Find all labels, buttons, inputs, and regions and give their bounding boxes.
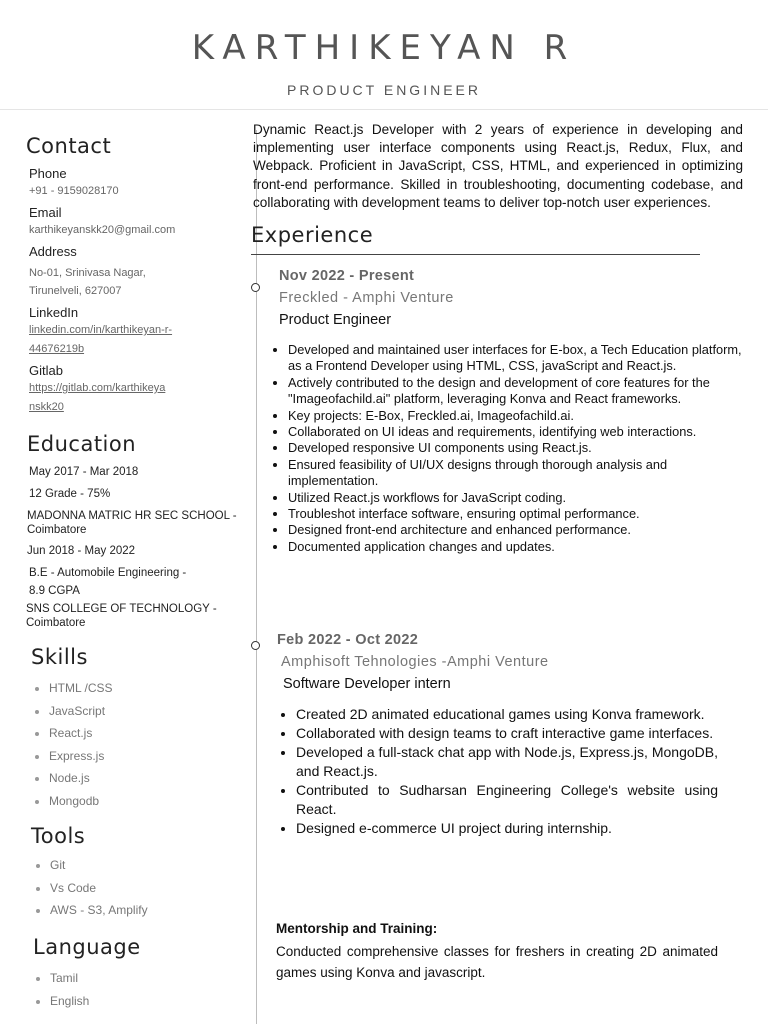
list-item: • Git [50,856,148,879]
list-item: • Tamil [50,969,89,992]
list-item: • Collaborated with design teams to craft interactive game interfaces. [296,724,718,743]
list-item: • Node.js [49,769,113,792]
list-item: • Ensured feasibility of UI/UX designs through thorough analysis and implementation. [288,457,748,490]
list-item: • Actively contributed to the design and development of core features for the "Imageofachild.ai" platform, leveraging Konva and React frameworks. [288,375,748,408]
list-item: • Collaborated on UI ideas and requirements, identifying web interactions. [288,424,748,440]
list-item: • Troubleshot interface software, ensuring optimal performance. [288,506,748,522]
list-item: • Created 2D animated educational games using Konva framework. [296,705,718,724]
profile-summary: Dynamic React.js Developer with 2 years of experience in developing and implementing user interface components using React.js, Redux, Flux, and Webpack. Proficient in JavaScript, CSS, HTML, and experienced in optimizing front-end performance. Skilled in troubleshooting, documenting codebase, and collaborating with development teams to deliver top-notch user experiences. [253,122,743,210]
linkedin-link-line-1[interactable]: linkedin.com/in/karthikeyan-r- [29,324,173,336]
list-item: • Documented application changes and updates. [288,539,748,555]
timeline-line [256,130,257,1024]
phone-label: Phone [29,166,67,181]
tools-heading: Tools [31,824,86,848]
job-title: PRODUCT ENGINEER [287,82,481,98]
language-list [30,969,89,1014]
list-item: • Vs Code [50,879,148,902]
college-dates: Jun 2018 - May 2022 [27,545,136,557]
college-name: SNS COLLEGE OF TECHNOLOGY - Coimbatore [26,603,217,629]
list-item: • Developed responsive UI components using React.js. [288,440,748,456]
list-item: • AWS - S3, Amplify [50,901,148,924]
phone-value: +91 - 9159028170 [29,185,119,197]
college-cgpa: 8.9 CGPA [29,585,80,597]
job-1-role: Product Engineer [279,312,392,328]
linkedin-label: LinkedIn [29,305,79,320]
mentorship-title: Mentorship and Training: [276,921,438,936]
mentorship-text: Conducted comprehensive classes for freshers in creating 2D animated games using Konva and javascript. [276,944,718,980]
experience-divider [251,254,700,255]
header-divider [0,109,768,110]
list-item: • Designed e-commerce UI project during internship. [296,819,718,838]
school-grade: 12 Grade - 75% [29,488,111,500]
contact-heading: Contact [26,134,112,158]
list-item: • Express.js [49,747,113,770]
skills-list [29,679,113,814]
school-dates: May 2017 - Mar 2018 [29,466,139,478]
email-value[interactable]: karthikeyanskk20@gmail.com [29,224,176,236]
skills-heading: Skills [31,645,88,669]
list-item: • Key projects: E-Box, Freckled.ai, Imageofachild.ai. [288,408,748,424]
list-item: • Contributed to Sudharsan Engineering College's website using React. [296,781,718,819]
school-name: MADONNA MATRIC HR SEC SCHOOL - Coimbatore [27,510,237,536]
email-label: Email [29,205,62,220]
gitlab-link-line-1[interactable]: https://gitlab.com/karthikeya [29,382,166,394]
list-item: • Mongodb [49,792,113,815]
job-2-bullets [278,705,718,838]
college-degree: B.E - Automobile Engineering - [29,567,187,579]
address-line-1: No-01, Srinivasa Nagar, [29,267,146,279]
list-item: • HTML /CSS [49,679,113,702]
gitlab-label: Gitlab [29,363,63,378]
job-2-dates: Feb 2022 - Oct 2022 [277,632,419,648]
list-item: • React.js [49,724,113,747]
address-line-2: Tirunelveli, 627007 [29,285,122,297]
list-item: • JavaScript [49,702,113,725]
job-1-company: Freckled - Amphi Venture [279,290,454,306]
linkedin-link-line-2[interactable]: 44676219b [29,343,85,355]
timeline-dot [251,283,260,292]
list-item: • English [50,992,89,1015]
job-2-role: Software Developer intern [283,676,451,692]
list-item: • Utilized React.js workflows for JavaScript coding. [288,490,748,506]
list-item: • Designed front-end architecture and enhanced performance. [288,522,748,538]
experience-heading: Experience [251,223,374,247]
list-item: • Developed a full-stack chat app with Node.js, Express.js, MongoDB, and React.js. [296,743,718,781]
job-1-bullets [270,342,748,555]
job-2-company: Amphisoft Tehnologies -Amphi Venture [281,654,549,670]
tools-list [30,856,148,924]
language-heading: Language [33,935,141,959]
job-1-dates: Nov 2022 - Present [279,268,415,284]
list-item: • Developed and maintained user interfaces for E-box, a Tech Education platform, as a Frontend Developer using HTML, CSS, javaScript and React.js. [288,342,748,375]
address-label: Address [29,244,77,259]
timeline-dot [251,641,260,650]
gitlab-link-line-2[interactable]: nskk20 [29,401,64,413]
candidate-name: KARTHIKEYAN R [191,28,577,68]
education-heading: Education [27,432,137,456]
